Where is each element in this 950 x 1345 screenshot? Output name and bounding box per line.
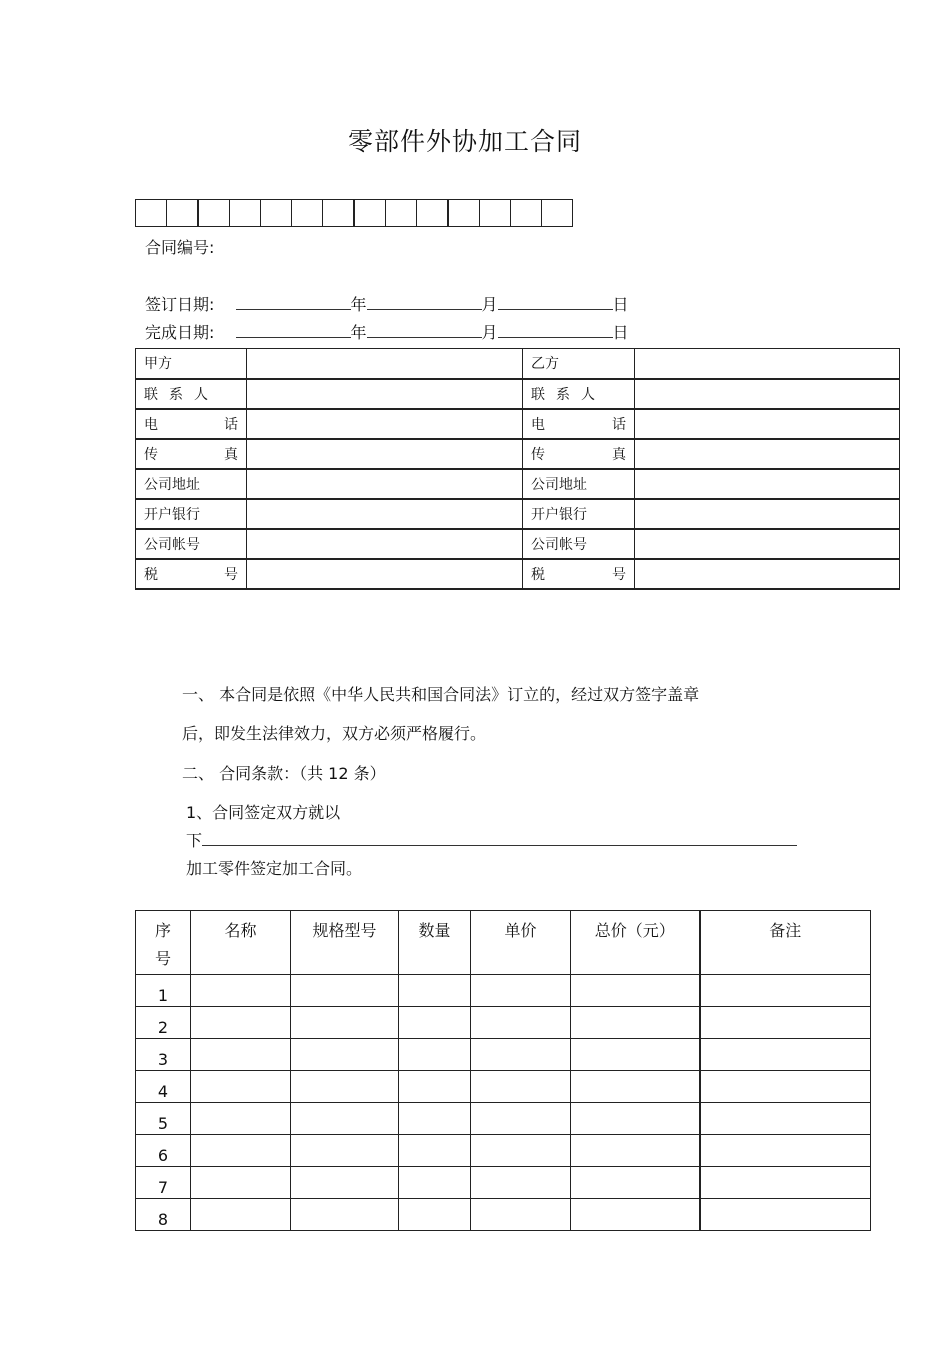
cell[interactable] xyxy=(571,1071,700,1103)
account-b-label: 公司帐号 xyxy=(523,529,635,559)
contact-a-label: 联 系 人 xyxy=(136,379,247,409)
cell[interactable] xyxy=(471,1039,571,1071)
cell[interactable] xyxy=(399,1199,471,1231)
cell[interactable] xyxy=(191,1135,291,1167)
day-label: 日 xyxy=(612,295,629,314)
cell[interactable] xyxy=(291,1135,399,1167)
item-1-blank-field[interactable] xyxy=(202,828,797,846)
cell[interactable] xyxy=(571,1039,700,1071)
cell[interactable] xyxy=(471,1103,571,1135)
contract-number-boxes[interactable] xyxy=(135,199,572,227)
cell[interactable] xyxy=(399,1135,471,1167)
phone-a-value[interactable] xyxy=(247,409,523,439)
sign-date-row xyxy=(145,292,629,315)
account-b-value[interactable] xyxy=(635,529,900,559)
clause-1-line-1: 一、 本合同是依照《中华人民共和国合同法》订立的，经过双方签字盖章 xyxy=(182,685,700,704)
cell[interactable] xyxy=(191,975,291,1007)
tax-a-label: 税 号 xyxy=(136,559,247,589)
cell[interactable] xyxy=(700,1167,871,1199)
header-total-price: 总价（元） xyxy=(571,911,700,975)
header-spec: 规格型号 xyxy=(291,911,399,975)
cell[interactable] xyxy=(191,1071,291,1103)
bank-b-label: 开户银行 xyxy=(523,499,635,529)
fax-a-label: 传 真 xyxy=(136,439,247,469)
finish-date-row xyxy=(145,320,629,343)
cell[interactable] xyxy=(291,1039,399,1071)
address-a-label: 公司地址 xyxy=(136,469,247,499)
cell[interactable] xyxy=(291,1167,399,1199)
header-unit-price: 单价 xyxy=(471,911,571,975)
cell[interactable] xyxy=(191,1199,291,1231)
finish-month-field[interactable] xyxy=(367,320,482,338)
sign-year-field[interactable] xyxy=(236,292,351,310)
address-b-value[interactable] xyxy=(635,469,900,499)
header-seq: 序号 xyxy=(136,911,191,975)
table-row xyxy=(136,1103,871,1135)
table-row xyxy=(136,1071,871,1103)
cell[interactable] xyxy=(700,1039,871,1071)
phone-a-label: 电 话 xyxy=(136,409,247,439)
table-row xyxy=(136,379,900,409)
row-number: 3 xyxy=(136,1039,191,1071)
finish-year-field[interactable] xyxy=(236,320,351,338)
cell[interactable] xyxy=(291,1007,399,1039)
cell[interactable] xyxy=(291,1103,399,1135)
clause-1-line-2: 后，即发生法律效力，双方必须严格履行。 xyxy=(182,724,487,743)
item-1-line-3: 加工零件签定加工合同。 xyxy=(186,859,363,878)
cell[interactable] xyxy=(571,1135,700,1167)
table-header-row xyxy=(136,911,871,975)
address-b-label: 公司地址 xyxy=(523,469,635,499)
table-row xyxy=(136,409,900,439)
account-a-label: 公司帐号 xyxy=(136,529,247,559)
cell[interactable] xyxy=(399,1071,471,1103)
party-b-label: 乙方 xyxy=(523,349,635,379)
table-row xyxy=(136,1199,871,1231)
day-label: 日 xyxy=(612,323,629,342)
clause-2-heading: 二、 合同条款：（共 12 条） xyxy=(182,764,386,783)
cell[interactable] xyxy=(191,1167,291,1199)
cell[interactable] xyxy=(700,1007,871,1039)
cell[interactable] xyxy=(471,1167,571,1199)
tax-a-value[interactable] xyxy=(247,559,523,589)
party-a-label: 甲方 xyxy=(136,349,247,379)
header-remark: 备注 xyxy=(700,911,871,975)
year-label: 年 xyxy=(350,323,367,342)
cell[interactable] xyxy=(399,1039,471,1071)
fax-b-value[interactable] xyxy=(635,439,900,469)
table-row xyxy=(136,439,900,469)
bank-b-value[interactable] xyxy=(635,499,900,529)
tax-b-label: 税 号 xyxy=(523,559,635,589)
cell[interactable] xyxy=(399,1167,471,1199)
document-title: 零部件外协加工合同 xyxy=(347,127,582,156)
contact-b-value[interactable] xyxy=(635,379,900,409)
parts-items-table xyxy=(135,910,871,1231)
cell[interactable] xyxy=(471,1007,571,1039)
finish-day-field[interactable] xyxy=(498,320,613,338)
table-row xyxy=(136,349,900,379)
cell[interactable] xyxy=(191,1007,291,1039)
table-row xyxy=(136,1167,871,1199)
table-row xyxy=(136,1007,871,1039)
cell[interactable] xyxy=(571,1007,700,1039)
cell[interactable] xyxy=(700,1135,871,1167)
month-label: 月 xyxy=(481,323,498,342)
cell[interactable] xyxy=(471,1199,571,1231)
item-1-line-2: 下 xyxy=(186,828,797,851)
cell[interactable] xyxy=(291,1071,399,1103)
contact-b-label: 联 系 人 xyxy=(523,379,635,409)
item-1-line-1: 1、合同签定双方就以 xyxy=(186,803,341,822)
table-row xyxy=(136,1039,871,1071)
cell[interactable] xyxy=(471,975,571,1007)
month-label: 月 xyxy=(481,295,498,314)
finish-date-label: 完成日期: xyxy=(145,323,215,342)
sign-day-field[interactable] xyxy=(498,292,613,310)
table-row xyxy=(136,499,900,529)
table-row xyxy=(136,1135,871,1167)
year-label: 年 xyxy=(350,295,367,314)
cell[interactable] xyxy=(571,975,700,1007)
cell[interactable] xyxy=(571,1167,700,1199)
cell[interactable] xyxy=(700,1103,871,1135)
cell[interactable] xyxy=(399,1103,471,1135)
tax-b-value[interactable] xyxy=(635,559,900,589)
row-number: 4 xyxy=(136,1071,191,1103)
row-number: 6 xyxy=(136,1135,191,1167)
cell[interactable] xyxy=(471,1071,571,1103)
phone-b-value[interactable] xyxy=(635,409,900,439)
cell[interactable] xyxy=(191,1103,291,1135)
cell[interactable] xyxy=(191,1039,291,1071)
contract-no-label: 合同编号: xyxy=(145,238,215,257)
cell[interactable] xyxy=(471,1135,571,1167)
table-row xyxy=(136,975,871,1007)
fax-a-value[interactable] xyxy=(247,439,523,469)
header-name: 名称 xyxy=(191,911,291,975)
row-number: 7 xyxy=(136,1167,191,1199)
fax-b-label: 传 真 xyxy=(523,439,635,469)
sign-month-field[interactable] xyxy=(367,292,482,310)
row-number: 8 xyxy=(136,1199,191,1231)
row-number: 2 xyxy=(136,1007,191,1039)
cell[interactable] xyxy=(700,975,871,1007)
table-row xyxy=(136,559,900,589)
cell[interactable] xyxy=(700,1199,871,1231)
cell[interactable] xyxy=(291,1199,399,1231)
header-quantity: 数量 xyxy=(399,911,471,975)
sign-date-label: 签订日期: xyxy=(145,295,215,314)
cell[interactable] xyxy=(700,1071,871,1103)
cell[interactable] xyxy=(291,975,399,1007)
party-a-value[interactable] xyxy=(247,349,523,379)
cell[interactable] xyxy=(399,1007,471,1039)
account-a-value[interactable] xyxy=(247,529,523,559)
party-info-table xyxy=(135,348,900,590)
contact-a-value[interactable] xyxy=(247,379,523,409)
cell[interactable] xyxy=(571,1199,700,1231)
row-number: 5 xyxy=(136,1103,191,1135)
bank-a-value[interactable] xyxy=(247,499,523,529)
address-a-value[interactable] xyxy=(247,469,523,499)
row-number: 1 xyxy=(136,975,191,1007)
party-b-value[interactable] xyxy=(635,349,900,379)
cell[interactable] xyxy=(399,975,471,1007)
cell[interactable] xyxy=(571,1103,700,1135)
table-row xyxy=(136,469,900,499)
bank-a-label: 开户银行 xyxy=(136,499,247,529)
table-row xyxy=(136,529,900,559)
phone-b-label: 电 话 xyxy=(523,409,635,439)
